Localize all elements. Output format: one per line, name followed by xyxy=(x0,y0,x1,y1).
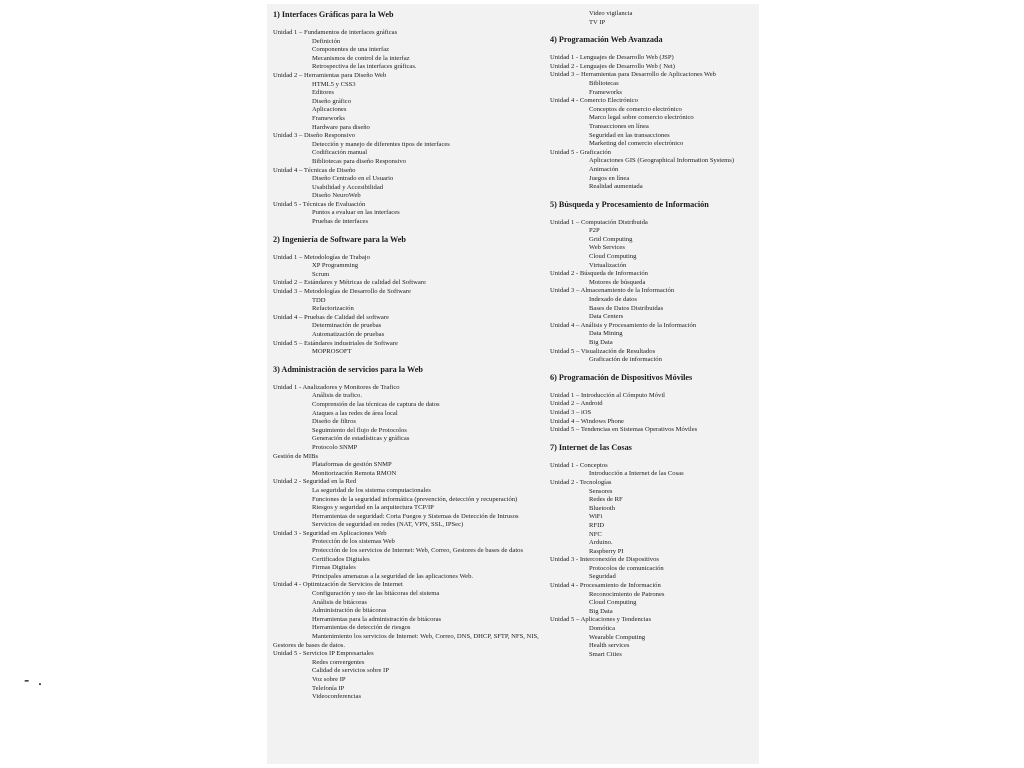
topic-item: P2P xyxy=(589,227,600,235)
topic-item: Voz sobre IP xyxy=(312,675,346,683)
topic-item: Hardware para diseño xyxy=(312,123,370,131)
topic-item: Diseño NeuroWeb xyxy=(312,192,361,200)
topic-item: Aplicaciones GIS (Geographical Information Systems) xyxy=(589,157,735,165)
unit-label: Unidad 5 - Técnicas de Evaluación xyxy=(273,200,366,208)
unit-label: Unidad 3 – Metodologías de Desarrollo de Software xyxy=(273,288,411,296)
topic-item: Big Data xyxy=(589,607,613,615)
unit-label: Unidad 2 - Lenguajes de Desarrollo Web ( Net) xyxy=(550,62,675,70)
topic-item: Protección de los servicios de Internet: Web, Correo, Gestores de bases de datos xyxy=(312,547,524,555)
unit-label: Unidad 1 – Computación Distribuida xyxy=(550,218,648,226)
topic-item: Bases de Datos Distribuidas xyxy=(589,304,664,312)
topic-item: Wearable Computing xyxy=(589,633,646,641)
topic-item: Herramientas de detección de riesgos xyxy=(312,624,411,632)
topic-item: Protección de los sistemas Web xyxy=(312,538,395,546)
unit-label: Unidad 4 – Windows Phone xyxy=(550,417,624,425)
topic-item: MOPROSOFT xyxy=(312,348,352,356)
topic-item: Configuración y uso de las bitácoras del sistema xyxy=(312,590,440,598)
topic-item: Diseño Centrado en el Usuario xyxy=(312,175,394,183)
preface-line: TV IP xyxy=(589,18,606,26)
unit-label: Unidad 4 – Análisis y Procesamiento de la Información xyxy=(550,321,697,329)
topic-item: La seguridad de los sistema computacionales xyxy=(312,486,431,494)
topic-item: Bibliotecas para diseño Responsivo xyxy=(312,157,406,165)
topic-item: Herramientas de seguridad: Corta Fuegos y Sistemas de Detección de Intrusos xyxy=(312,512,519,520)
topic-item: Reconocimiento de Patrones xyxy=(589,590,665,598)
topic-item: RFID xyxy=(589,521,605,529)
section-title: 3) Administración de servicios para la Web xyxy=(273,364,423,374)
topic-item: Redes de RF xyxy=(589,496,623,504)
topic-item: Virtualización xyxy=(589,261,627,269)
unit-label: Unidad 4 - Optimización de Servicios de Internet xyxy=(273,581,403,589)
topic-item: Análisis de bitácoras xyxy=(312,598,367,606)
topic-item: Generación de estadísticas y gráficas xyxy=(312,435,410,443)
unit-label: Unidad 1 - Analizadores y Monitores de Trafico xyxy=(273,383,400,391)
topic-item: Determinación de pruebas xyxy=(312,322,382,330)
topic-item: Principales amenazas a la seguridad de las aplicaciones Web. xyxy=(312,572,474,580)
topic-item: WiFi xyxy=(589,513,603,521)
topic-item: Editores xyxy=(312,89,334,97)
topic-item: Monitorización Remota RMON xyxy=(312,469,397,477)
unit-label: Unidad 4 – Pruebas de Calidad del software xyxy=(273,313,389,321)
topic-item: Usabilidad y Accesibilidad xyxy=(312,183,384,191)
course-section xyxy=(550,373,756,435)
unit-label: Unidad 4 - Comercio Electrónico xyxy=(550,97,638,105)
topic-item: Frameworks xyxy=(589,88,622,96)
unit-label: Unidad 1 – Metodologías de Trabajo xyxy=(273,253,370,261)
section-title: 5) Búsqueda y Procesamiento de Información xyxy=(550,199,709,209)
unit-label: Unidad 1 - Lenguajes de Desarrollo Web (JSP) xyxy=(550,54,674,62)
course-section xyxy=(273,10,553,227)
unit-label: Unidad 5 - Graficación xyxy=(550,148,611,156)
topic-item: Data Centers xyxy=(589,313,624,321)
section-title: 7) Internet de las Cosas xyxy=(550,442,632,452)
unit-label: Unidad 3 – Herramientas para Desarrollo de Aplicaciones Web xyxy=(550,71,716,79)
section-title: 2) Ingeniería de Software para la Web xyxy=(273,234,406,244)
section-title: 6) Programación de Dispositivos Móviles xyxy=(550,372,693,382)
unit-label: Unidad 2 – Estándares y Métricas de calidad del Software xyxy=(273,279,426,287)
topic-item: TDD xyxy=(312,296,326,304)
topic-item: XP Programming xyxy=(312,262,359,270)
unit-label: Unidad 2 – Herramientas para Diseño Web xyxy=(273,71,387,79)
topic-item: Videoconferencias xyxy=(312,693,362,701)
unit-label: Unidad 2 – Android xyxy=(550,400,603,408)
topic-item: Herramientas para la administración de bitácoras xyxy=(312,615,442,623)
topic-item: Refactorización xyxy=(312,305,354,313)
unit-label: Unidad 2 - Seguridad en la Red xyxy=(273,478,357,486)
unit-label: Unidad 4 – Técnicas de Diseño xyxy=(273,166,356,174)
topic-item: Protocolos de comunicación xyxy=(589,564,664,572)
topic-item: Domótica xyxy=(589,625,616,633)
topic-item: Componentes de una interfaz xyxy=(312,46,390,54)
topic-item: Aplicaciones xyxy=(312,106,347,114)
topic-item: Diseño de filtros xyxy=(312,418,356,426)
topic-item: Funciones de la seguridad informática (prevención, detección y recuperación) xyxy=(312,495,518,503)
topic-item: Web Services xyxy=(589,244,625,252)
topic-item: Frameworks xyxy=(312,114,345,122)
topic-item: Firmas Digitales xyxy=(312,564,356,572)
topic-item: Análisis de trafico. xyxy=(312,392,362,400)
topic-item: Transacciones en línea xyxy=(589,122,649,130)
topic-item: Seguridad en las transacciones xyxy=(589,131,670,139)
topic-item: Seguridad xyxy=(589,573,616,581)
preface-line: Video vigilancia xyxy=(589,10,633,17)
course-section xyxy=(550,35,756,192)
section-title: 4) Programación Web Avanzada xyxy=(550,35,663,45)
topic-item: Mecanismos de control de la interfaz xyxy=(312,54,410,62)
topic-item: Automatización de pruebas xyxy=(312,331,385,338)
topic-item: Calidad de servicios sobre IP xyxy=(312,667,389,675)
right-column xyxy=(550,10,756,659)
topic-item: Arduino. xyxy=(589,539,613,547)
topic-item: Bluetooth xyxy=(589,504,616,512)
topic-item: Detección y manejo de diferentes tipos de interfaces xyxy=(312,140,450,148)
topic-item: Protocolo SNMP xyxy=(312,443,358,451)
topic-item: Data Mining xyxy=(589,330,623,338)
topic-item: Riesgos y seguridad en la arquitectura TCP/IP xyxy=(312,504,434,512)
unit-label: Unidad 2 - Tecnologías xyxy=(550,478,612,486)
topic-item: Plataformas de gestión SNMP xyxy=(312,461,392,469)
topic-item: Ataques a las redes de área local xyxy=(312,409,398,417)
unit-label: Unidad 2 - Búsqueda de Información xyxy=(550,270,648,278)
unit-label: Unidad 3 - Interconexión de Dispositivos xyxy=(550,556,659,564)
unit-label: Unidad 5 – Estándares industriales de Software xyxy=(273,339,398,347)
topic-item: Smart Cities xyxy=(589,650,622,658)
topic-item: Pruebas de interfaces xyxy=(312,218,369,226)
topic-item: Definición xyxy=(312,37,341,45)
unit-label: Unidad 3 - Seguridad en Aplicaciones Web xyxy=(273,529,387,537)
topic-item: Seguimiento del flujo de Protocolos xyxy=(312,426,407,434)
topic-item: Juegos en línea xyxy=(589,174,630,182)
topic-item: Redes convergentes xyxy=(312,658,365,666)
left-column xyxy=(273,10,553,702)
course-section xyxy=(550,200,756,365)
topic-item: Big Data xyxy=(589,339,613,346)
unit-label: Unidad 5 – Tendencias en Sistemas Operativos Móviles xyxy=(550,426,698,434)
unit-label: Unidad 5 – Aplicaciones y Tendencias xyxy=(550,616,652,624)
section-title: 1) Interfaces Gráficas para la Web xyxy=(273,10,394,19)
topic-item: Conceptos de comercio electrónico xyxy=(589,105,682,113)
unit-label: Gestión de MIBs xyxy=(273,452,319,460)
topic-item: Marketing del comercio electrónico xyxy=(589,140,684,148)
topic-item: Sensores xyxy=(589,487,613,495)
unit-label: Unidad 3 – iOS xyxy=(550,408,592,416)
topic-item: Cloud Computing xyxy=(589,599,637,607)
topic-item: Animación xyxy=(589,165,619,173)
topic-item: Certificados Digitales xyxy=(312,555,370,563)
topic-item: Puntos a evaluar en las interfaces xyxy=(312,209,400,217)
topic-item: Administración de bitácoras xyxy=(312,607,387,615)
topic-item: Graficación de información xyxy=(589,356,662,364)
topic-item: Introducción a Internet de las Cosas xyxy=(589,470,684,478)
topic-item: Mantenimiento los servicios de Internet: Web, Correo, DNS, DHCP, SFTP, NFS, NIS, Gestores de bases de datos. xyxy=(273,633,539,649)
topic-item: Raspberry PI xyxy=(589,547,624,555)
course-section xyxy=(550,443,756,660)
unit-label: Unidad 3 – Diseño Responsivo xyxy=(273,132,356,140)
unit-label: Unidad 5 - Servicios IP Empresariales xyxy=(273,650,374,658)
list-marker: - . xyxy=(24,672,45,689)
topic-item: Servicios de seguridad en redes (NAT, VPN, SSL, IPSec) xyxy=(312,521,464,529)
unit-label: Unidad 4 - Procesamiento de Información xyxy=(550,582,661,590)
topic-item: Comprensión de las técnicas de captura de datos xyxy=(312,400,440,408)
topic-item: Diseño gráfico xyxy=(312,97,351,105)
unit-label: Unidad 1 – Fundamentos de interfaces gráficas xyxy=(273,29,398,36)
topic-item: Retrospectiva de las interfaces gráficas. xyxy=(312,63,417,71)
topic-item: Grid Computing xyxy=(589,235,633,243)
topic-item: HTML5 y CSS3 xyxy=(312,80,356,88)
topic-item: Indexado de datos xyxy=(589,296,637,304)
topic-item: Bibliotecas xyxy=(589,79,619,87)
document-page xyxy=(267,4,759,764)
course-section xyxy=(273,235,553,357)
topic-item: Realidad aumentada xyxy=(589,183,643,191)
course-section xyxy=(273,365,553,702)
topic-item: Health services xyxy=(589,642,630,650)
topic-item: Telefonía IP xyxy=(312,684,345,692)
right-column-preface xyxy=(550,10,756,27)
unit-label: Unidad 1 - Conceptos xyxy=(550,461,608,469)
topic-item: Cloud Computing xyxy=(589,253,637,261)
topic-item: NFC xyxy=(589,530,602,538)
topic-item: Codificación manual xyxy=(312,149,368,157)
topic-item: Motores de búsqueda xyxy=(589,278,646,286)
topic-item: Marco legal sobre comercio electrónico xyxy=(589,114,694,122)
unit-label: Unidad 5 – Visualización de Resultados xyxy=(550,347,656,355)
unit-label: Unidad 1 – Introducción al Cómputo Móvil xyxy=(550,391,666,399)
topic-item: Scrum xyxy=(312,270,330,278)
unit-label: Unidad 3 – Almacenamiento de la Información xyxy=(550,287,675,295)
